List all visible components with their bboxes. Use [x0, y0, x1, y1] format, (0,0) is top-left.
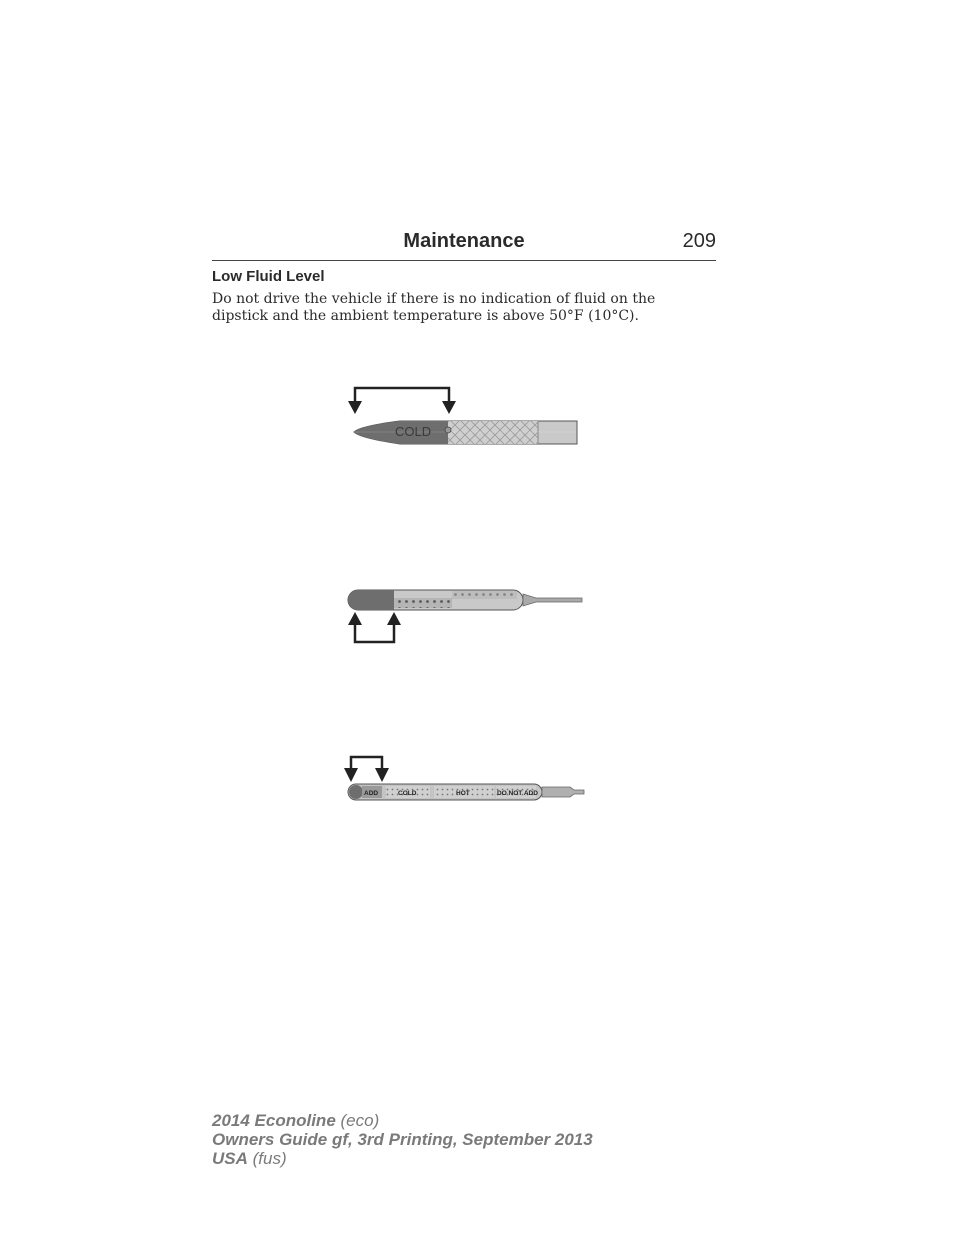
cold-mark-label: COLD — [395, 424, 432, 439]
page-number: 209 — [682, 230, 716, 252]
hot-mark-label: HOT — [456, 790, 470, 797]
dipstick-figure-1 — [340, 380, 585, 452]
page-footer — [212, 1111, 593, 1168]
page-header — [212, 228, 716, 261]
cold-mark-label: COLD — [398, 790, 417, 797]
section-subheading: Low Fluid Level — [212, 268, 325, 285]
footer-line-guide — [212, 1130, 593, 1149]
footer-region-code: (fus) — [252, 1149, 287, 1168]
footer-line-region — [212, 1149, 593, 1168]
add-mark-label: ADD — [364, 790, 379, 797]
range-bracket — [348, 612, 401, 642]
do-not-add-mark-label: DO NOT ADD — [497, 790, 538, 797]
body-paragraph: Do not drive the vehicle if there is no indication of fluid on the dipstick and the ambient temperature is above 50°F (10°C). — [212, 291, 656, 324]
dipstick-blade — [354, 421, 577, 444]
footer-region: USA — [212, 1149, 248, 1168]
section-title: Maintenance — [403, 230, 525, 252]
dipstick-figure-3 — [340, 752, 590, 808]
footer-model: 2014 Econoline — [212, 1111, 336, 1130]
range-bracket — [344, 757, 389, 782]
footer-guide: Owners Guide gf, 3rd Printing, September 2013 — [212, 1130, 593, 1149]
footer-line-model — [212, 1111, 593, 1130]
range-bracket — [348, 388, 456, 414]
footer-model-code: (eco) — [340, 1111, 380, 1130]
dipstick-rod — [348, 590, 582, 610]
dipstick-figure-2 — [340, 584, 585, 648]
